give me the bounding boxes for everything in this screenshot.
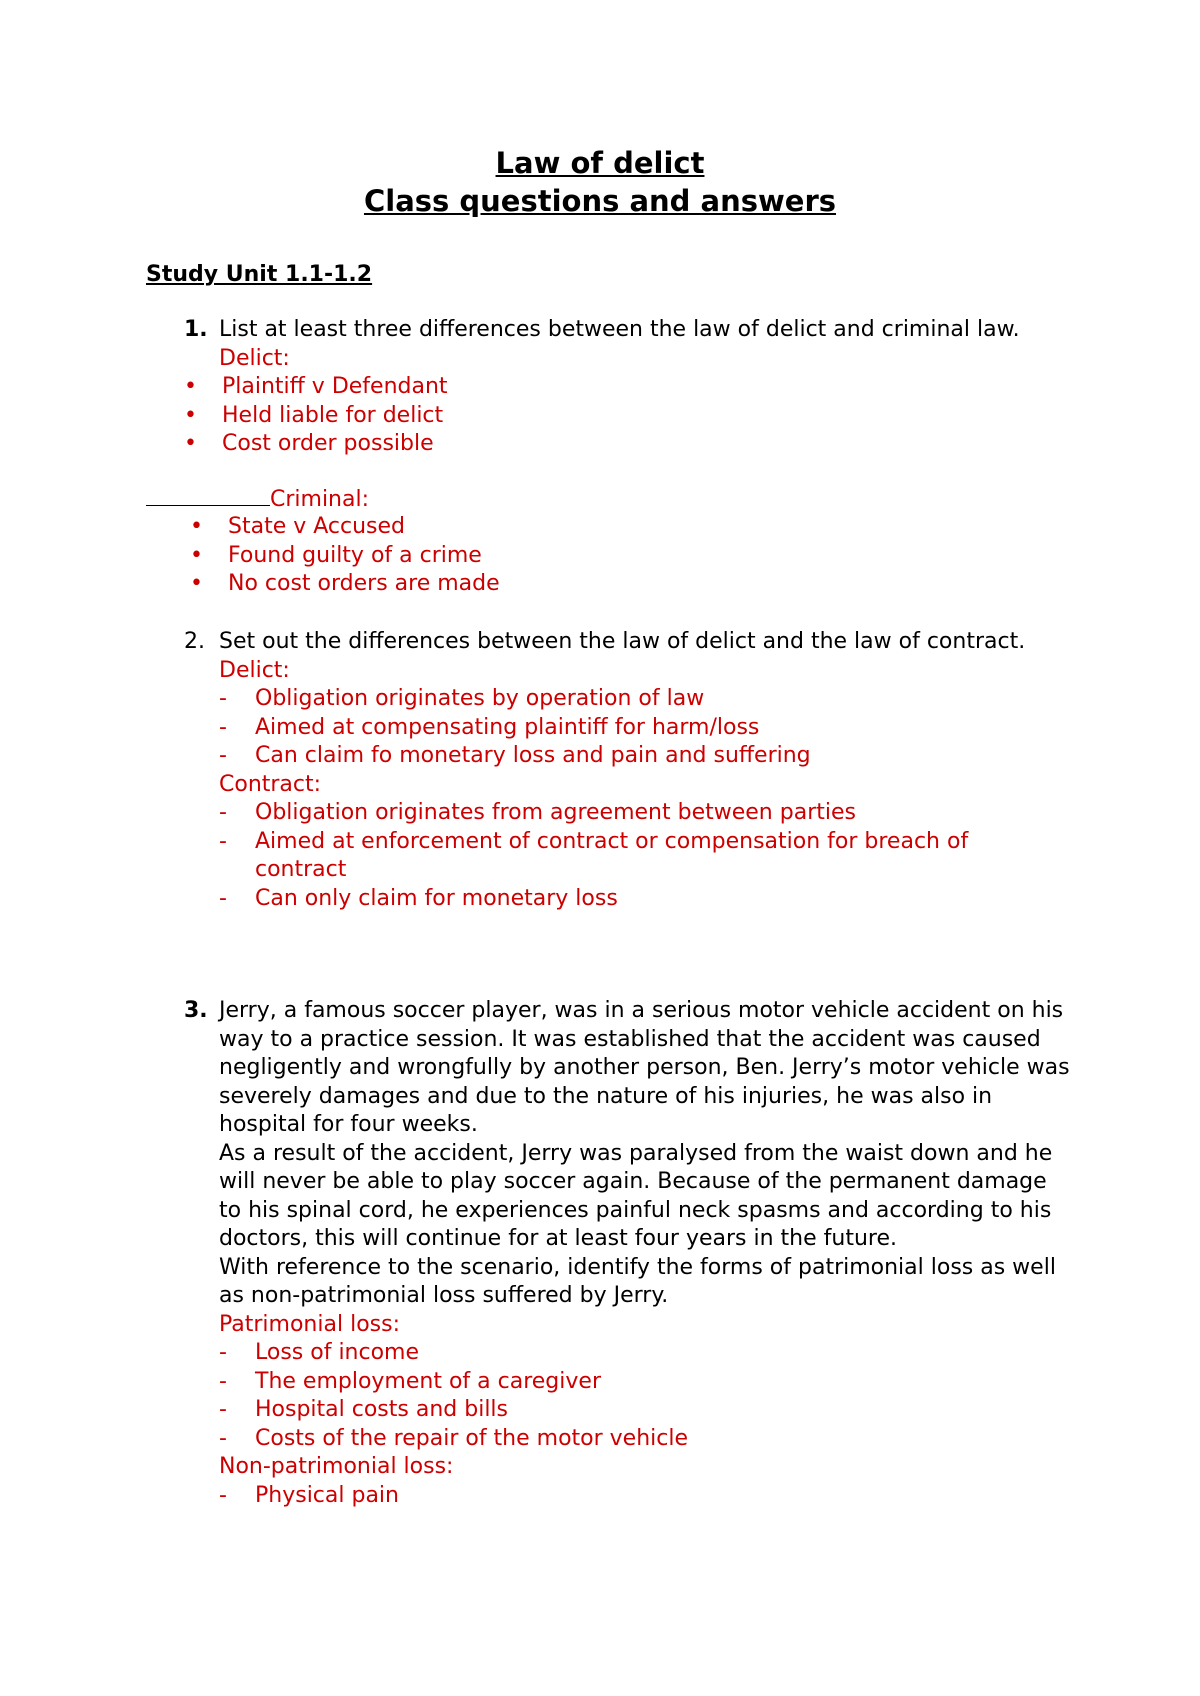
question-text: With reference to the scenario, identify the forms of patrimonial loss as well as non-patrimonial loss suffered by Jerry.	[219, 1254, 1056, 1308]
bullet-icon: •	[190, 514, 203, 539]
bullet-icon: •	[190, 571, 203, 596]
list-item: • State v Accused	[148, 513, 1078, 542]
list-item: • Held liable for delict	[148, 402, 1078, 431]
list-item: - Can claim fo monetary loss and pain and suffering	[219, 743, 811, 768]
list-item: - Obligation originates from agreement between parties	[219, 800, 856, 825]
question-1	[148, 316, 1078, 459]
document-subtitle: Class questions and answers	[363, 184, 837, 218]
delict-heading: Delict:	[219, 657, 290, 683]
list-item: - Obligation originates by operation of law	[219, 686, 705, 711]
bullet-icon: •	[184, 431, 197, 456]
list-item: - Loss of income	[219, 1340, 420, 1365]
bullet-icon: •	[190, 542, 203, 568]
scenario-paragraph: As a result of the accident, Jerry was paralysed from the waist down and he will never be able to play soccer again. Because of the permanent damage to his spinal cord, he experiences painful neck spasms and according to his doctors, this will continue for at least four years in the future.	[219, 1140, 1053, 1251]
document-title: Law of delict	[495, 146, 705, 180]
contract-heading: Contract:	[219, 771, 322, 797]
criminal-heading-row	[146, 485, 369, 515]
underline-rule	[146, 485, 270, 506]
list-item: - Aimed at enforcement of contract or compensation for breach of contract	[219, 828, 969, 882]
list-item: - Costs of the repair of the motor vehicle	[219, 1425, 689, 1451]
bullet-icon: •	[184, 374, 197, 399]
bullet-icon: •	[184, 402, 197, 428]
list-item: • Found guilty of a crime	[148, 542, 1078, 571]
question-number: 1.	[184, 317, 208, 342]
list-item: - Physical pain	[219, 1482, 399, 1508]
list-item: - Hospital costs and bills	[219, 1397, 508, 1422]
question-number: 2.	[184, 629, 205, 654]
patrimonial-heading: Patrimonial loss:	[219, 1311, 400, 1337]
non-patrimonial-heading: Non-patrimonial loss:	[219, 1454, 454, 1479]
question-3	[148, 997, 1078, 1510]
question-text: Set out the differences between the law of delict and the law of contract.	[219, 629, 1026, 654]
scenario-paragraph: Jerry, a famous soccer player, was in a serious motor vehicle accident on his way to a practice session. It was established that the accident was caused negligently and wrongfully by another person, Ben. Jerry’s motor vehicle was severely damages and due to the nature of his injuries, he was also in hospital for four weeks.	[219, 998, 1070, 1137]
list-item: - Can only claim for monetary loss	[219, 885, 618, 911]
question-text: List at least three differences between the law of delict and criminal law.	[219, 317, 1020, 342]
question-2	[148, 628, 1078, 913]
criminal-heading: Criminal:	[270, 487, 370, 512]
list-item: • Plaintiff v Defendant	[148, 373, 1078, 402]
list-item: • Cost order possible	[148, 430, 1078, 459]
study-unit-heading: Study Unit 1.1-1.2	[146, 262, 373, 287]
list-item: • No cost orders are made	[148, 570, 1078, 599]
question-number: 3.	[184, 998, 208, 1023]
delict-heading: Delict:	[219, 345, 290, 371]
list-item: - The employment of a caregiver	[219, 1368, 601, 1394]
list-item: - Aimed at compensating plaintiff for harm/loss	[219, 714, 760, 740]
criminal-list	[148, 513, 1078, 599]
